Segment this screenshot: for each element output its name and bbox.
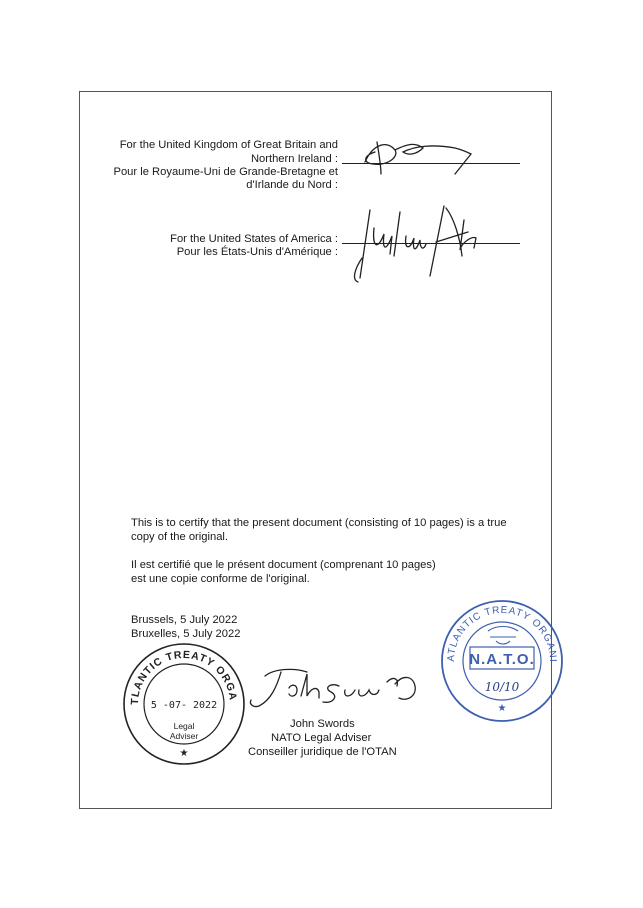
uk-label-line-2: Northern Ireland : — [250, 153, 338, 165]
right-stamp-center: N.A.T.O. — [469, 651, 535, 668]
left-stamp-date: 5 -07- 2022 — [150, 700, 218, 711]
john-swords-signature — [235, 662, 425, 712]
signer-title-fr: Conseiller juridique de l'OTAN — [248, 746, 397, 758]
uk-signature — [355, 134, 485, 184]
left-stamp-role-2: Adviser — [169, 731, 199, 741]
right-stamp-number: 10/10 — [484, 680, 520, 694]
signer-title-en: NATO Legal Adviser — [271, 732, 372, 744]
left-stamp-role-1: Legal — [173, 721, 195, 731]
svg-text:NORTH ATLANTIC TREATY ORGANISA — [115, 631, 239, 705]
star-icon: ★ — [497, 703, 507, 714]
uk-label-line-1: For the United Kingdom of Great Britain and — [119, 139, 338, 151]
signer-name: John Swords — [290, 718, 355, 730]
uk-label-line-4: d'Irlande du Nord : — [246, 179, 338, 191]
nato-seal-stamp — [433, 589, 566, 725]
certification-en-line-1: This is to certify that the present document (consisting of 10 pages) is a true — [131, 517, 507, 529]
certification-fr-line-1: Il est certifié que le présent document (comprenant 10 pages) — [131, 559, 436, 571]
us-label-line-2: Pour les États-Unis d'Amérique : — [176, 246, 338, 258]
place-date-en: Brussels, 5 July 2022 — [131, 614, 238, 626]
nato-emblem-icon — [488, 627, 518, 645]
star-icon: ★ — [179, 748, 189, 759]
right-stamp-ring-text: NORTH ATLANTIC TREATY ORGANISATION — [433, 589, 559, 663]
left-stamp-ring-text: NORTH ATLANTIC TREATY ORGANISATION — [115, 631, 240, 706]
certification-fr-line-2: est une copie conforme de l'original. — [131, 573, 310, 585]
us-label-line-1: For the United States of America : — [170, 233, 338, 245]
place-date-fr: Bruxelles, 5 July 2022 — [131, 628, 241, 640]
us-signature — [350, 198, 490, 288]
uk-label-line-3: Pour le Royaume-Uni de Grande-Bretagne et — [113, 166, 338, 178]
certification-en-line-2: copy of the original. — [131, 531, 229, 543]
